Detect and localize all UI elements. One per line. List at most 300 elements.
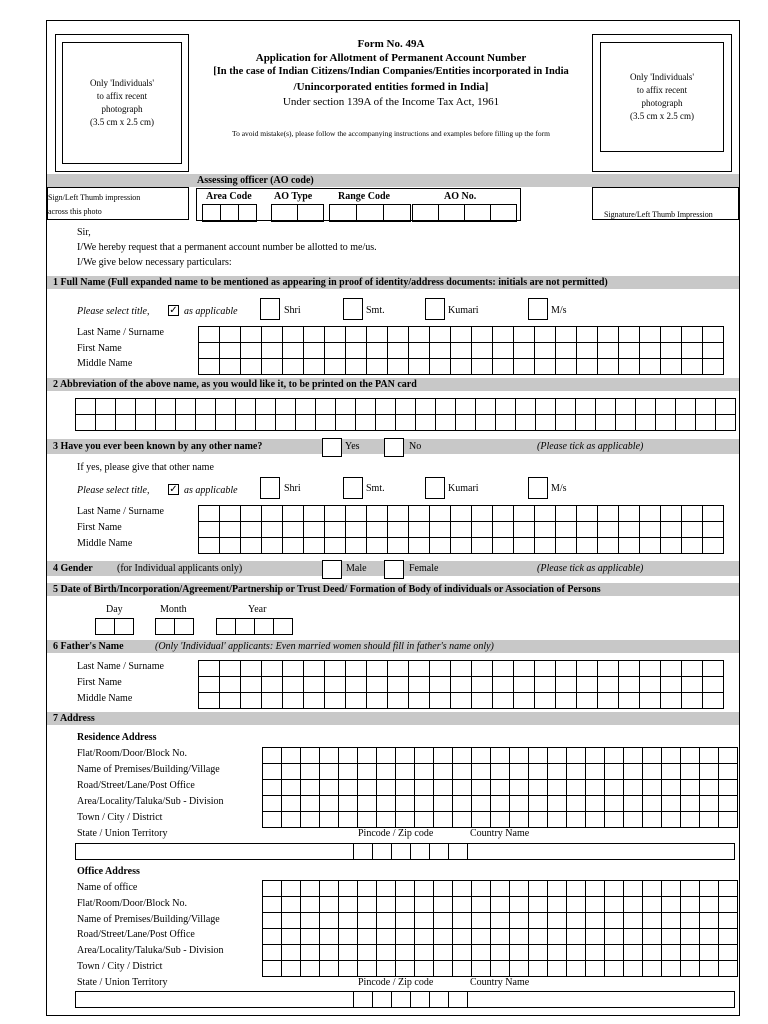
input-cell[interactable] [662,796,681,812]
input-cell[interactable] [661,343,682,359]
input-cell[interactable] [661,538,682,554]
input-cell[interactable] [472,961,491,977]
input-cell[interactable] [453,945,472,961]
input-cell[interactable] [262,522,283,538]
input-cell[interactable] [320,961,339,977]
input-cell[interactable] [535,343,556,359]
input-cell[interactable] [339,961,358,977]
input-cell[interactable] [283,677,304,693]
input-cell[interactable] [199,693,220,709]
input-cell[interactable] [241,343,262,359]
input-cell[interactable] [472,929,491,945]
input-cell[interactable] [586,796,605,812]
input-cell[interactable] [548,764,567,780]
input-cell[interactable] [325,677,346,693]
input-cell[interactable] [241,359,262,375]
input-cell[interactable] [661,327,682,343]
input-cell[interactable] [451,661,472,677]
input-cell[interactable] [282,796,301,812]
input-cell[interactable] [396,929,415,945]
input-cell[interactable] [619,343,640,359]
input-cell[interactable] [491,796,510,812]
input-cell[interactable] [624,961,643,977]
input-cell[interactable] [586,780,605,796]
ao-area-code-cells[interactable] [202,204,257,222]
input-cell[interactable] [263,796,282,812]
input-cell[interactable] [367,343,388,359]
input-cell[interactable] [325,359,346,375]
input-cell[interactable] [700,897,719,913]
input-cell[interactable] [241,506,262,522]
input-cell[interactable] [493,661,514,677]
ao-number-cells[interactable] [412,204,517,222]
input-cell[interactable] [320,913,339,929]
s2-abbreviation-grid[interactable] [75,398,736,431]
input-cell[interactable] [396,780,415,796]
input-cell[interactable] [325,661,346,677]
input-cell[interactable] [430,343,451,359]
input-cell[interactable] [624,764,643,780]
input-cell[interactable] [320,780,339,796]
input-cell[interactable] [510,881,529,897]
input-cell[interactable] [514,661,535,677]
input-cell[interactable] [356,399,376,415]
input-cell[interactable] [491,748,510,764]
input-cell[interactable] [339,945,358,961]
input-cell[interactable] [196,415,216,431]
input-cell[interactable] [700,812,719,828]
input-cell[interactable] [377,812,396,828]
input-cell[interactable] [241,522,262,538]
input-cell[interactable] [700,796,719,812]
input-cell[interactable] [682,661,703,677]
input-cell[interactable] [529,748,548,764]
input-cell[interactable] [262,359,283,375]
input-cell[interactable] [196,399,216,415]
input-cell[interactable] [336,399,356,415]
input-cell[interactable] [358,780,377,796]
input-cell[interactable] [716,415,736,431]
input-cell[interactable] [409,661,430,677]
input-cell[interactable] [496,399,516,415]
input-cell[interactable] [514,359,535,375]
input-cell[interactable] [643,961,662,977]
input-cell[interactable] [586,764,605,780]
input-cell[interactable] [358,945,377,961]
input-cell[interactable] [453,881,472,897]
input-cell[interactable] [514,538,535,554]
s4-female-checkbox[interactable] [384,560,404,579]
input-cell[interactable] [339,764,358,780]
input-cell[interactable] [598,538,619,554]
input-cell[interactable] [510,748,529,764]
input-cell[interactable] [529,780,548,796]
input-cell[interactable] [339,796,358,812]
input-cell[interactable] [434,748,453,764]
input-cell[interactable] [719,897,738,913]
input-cell[interactable] [451,522,472,538]
input-cell[interactable] [320,897,339,913]
s7-office-grid[interactable] [262,880,738,977]
input-cell[interactable] [605,764,624,780]
input-cell[interactable] [283,327,304,343]
input-cell[interactable] [367,661,388,677]
input-cell[interactable] [396,897,415,913]
input-cell[interactable] [377,929,396,945]
input-cell[interactable] [636,399,656,415]
input-cell[interactable] [304,538,325,554]
input-cell[interactable] [643,764,662,780]
input-cell[interactable] [415,796,434,812]
s1-title-kumari-checkbox[interactable] [425,298,445,320]
input-cell[interactable] [451,693,472,709]
input-cell[interactable] [662,961,681,977]
input-cell[interactable] [662,897,681,913]
input-cell[interactable] [304,661,325,677]
input-cell[interactable] [236,415,256,431]
input-cell[interactable] [567,780,586,796]
input-cell[interactable] [619,506,640,522]
input-cell[interactable] [510,812,529,828]
input-cell[interactable] [548,913,567,929]
input-cell[interactable] [283,661,304,677]
input-cell[interactable] [301,764,320,780]
input-cell[interactable] [605,881,624,897]
input-cell[interactable] [510,780,529,796]
input-cell[interactable] [453,913,472,929]
input-cell[interactable] [662,764,681,780]
input-cell[interactable] [263,913,282,929]
input-cell[interactable] [596,399,616,415]
input-cell[interactable] [241,677,262,693]
input-cell[interactable] [346,661,367,677]
input-cell[interactable] [436,399,456,415]
input-cell[interactable] [304,327,325,343]
input-cell[interactable] [451,343,472,359]
input-cell[interactable] [409,693,430,709]
input-cell[interactable] [376,415,396,431]
input-cell[interactable] [493,693,514,709]
input-cell[interactable] [339,881,358,897]
s3-name-grid[interactable] [198,505,724,554]
input-cell[interactable] [493,359,514,375]
input-cell[interactable] [434,881,453,897]
input-cell[interactable] [320,929,339,945]
input-cell[interactable] [415,897,434,913]
input-cell[interactable] [703,693,724,709]
input-cell[interactable] [336,415,356,431]
s3-no-checkbox[interactable] [384,438,404,457]
input-cell[interactable] [367,506,388,522]
input-cell[interactable] [453,780,472,796]
input-cell[interactable] [661,359,682,375]
input-cell[interactable] [377,748,396,764]
input-cell[interactable] [556,343,577,359]
input-cell[interactable] [263,881,282,897]
input-cell[interactable] [282,764,301,780]
input-cell[interactable] [339,812,358,828]
input-cell[interactable] [415,812,434,828]
input-cell[interactable] [199,343,220,359]
input-cell[interactable] [619,661,640,677]
input-cell[interactable] [556,399,576,415]
input-cell[interactable] [76,399,96,415]
input-cell[interactable] [700,913,719,929]
input-cell[interactable] [624,796,643,812]
input-cell[interactable] [377,913,396,929]
input-cell[interactable] [514,327,535,343]
input-cell[interactable] [662,945,681,961]
input-cell[interactable] [476,415,496,431]
input-cell[interactable] [510,796,529,812]
input-cell[interactable] [283,506,304,522]
input-cell[interactable] [263,929,282,945]
input-cell[interactable] [472,796,491,812]
input-cell[interactable] [396,913,415,929]
input-cell[interactable] [605,796,624,812]
input-cell[interactable] [388,661,409,677]
input-cell[interactable] [346,359,367,375]
input-cell[interactable] [682,677,703,693]
input-cell[interactable] [396,812,415,828]
input-cell[interactable] [510,929,529,945]
input-cell[interactable] [535,693,556,709]
input-cell[interactable] [256,399,276,415]
input-cell[interactable] [156,415,176,431]
input-cell[interactable] [619,327,640,343]
input-cell[interactable] [377,945,396,961]
input-cell[interactable] [434,961,453,977]
input-cell[interactable] [301,897,320,913]
input-cell[interactable] [388,327,409,343]
input-cell[interactable] [640,677,661,693]
input-cell[interactable] [661,522,682,538]
input-cell[interactable] [156,399,176,415]
input-cell[interactable] [598,661,619,677]
input-cell[interactable] [282,961,301,977]
input-cell[interactable] [548,796,567,812]
input-cell[interactable] [304,359,325,375]
input-cell[interactable] [220,538,241,554]
s3-title-kumari-checkbox[interactable] [425,477,445,499]
input-cell[interactable] [529,897,548,913]
input-cell[interactable] [472,506,493,522]
input-cell[interactable] [535,677,556,693]
input-cell[interactable] [453,748,472,764]
input-cell[interactable] [415,764,434,780]
input-cell[interactable] [96,399,116,415]
input-cell[interactable] [325,343,346,359]
input-cell[interactable] [388,506,409,522]
input-cell[interactable] [719,812,738,828]
input-cell[interactable] [640,522,661,538]
input-cell[interactable] [262,693,283,709]
input-cell[interactable] [682,359,703,375]
input-cell[interactable] [472,764,491,780]
input-cell[interactable] [358,764,377,780]
ao-range-code-cells[interactable] [329,204,411,222]
input-cell[interactable] [643,945,662,961]
input-cell[interactable] [577,506,598,522]
input-cell[interactable] [700,929,719,945]
input-cell[interactable] [220,343,241,359]
input-cell[interactable] [529,796,548,812]
input-cell[interactable] [682,522,703,538]
input-cell[interactable] [514,522,535,538]
input-cell[interactable] [624,945,643,961]
input-cell[interactable] [396,399,416,415]
s7-off-pincode-cells[interactable] [353,991,468,1008]
input-cell[interactable] [199,522,220,538]
input-cell[interactable] [296,415,316,431]
input-cell[interactable] [430,661,451,677]
input-cell[interactable] [472,812,491,828]
input-cell[interactable] [116,399,136,415]
input-cell[interactable] [616,415,636,431]
input-cell[interactable] [96,415,116,431]
input-cell[interactable] [491,961,510,977]
input-cell[interactable] [529,764,548,780]
input-cell[interactable] [681,961,700,977]
input-cell[interactable] [220,661,241,677]
input-cell[interactable] [434,913,453,929]
input-cell[interactable] [396,415,416,431]
input-cell[interactable] [529,961,548,977]
input-cell[interactable] [472,327,493,343]
input-cell[interactable] [556,693,577,709]
input-cell[interactable] [682,343,703,359]
input-cell[interactable] [396,748,415,764]
input-cell[interactable] [346,677,367,693]
input-cell[interactable] [358,796,377,812]
input-cell[interactable] [199,506,220,522]
input-cell[interactable] [367,327,388,343]
input-cell[interactable] [346,538,367,554]
input-cell[interactable] [220,359,241,375]
input-cell[interactable] [605,748,624,764]
input-cell[interactable] [700,961,719,977]
input-cell[interactable] [339,897,358,913]
input-cell[interactable] [696,399,716,415]
input-cell[interactable] [514,343,535,359]
input-cell[interactable] [388,359,409,375]
input-cell[interactable] [700,945,719,961]
input-cell[interactable] [453,796,472,812]
input-cell[interactable] [493,343,514,359]
input-cell[interactable] [556,677,577,693]
input-cell[interactable] [548,881,567,897]
input-cell[interactable] [496,415,516,431]
input-cell[interactable] [643,881,662,897]
input-cell[interactable] [567,945,586,961]
input-cell[interactable] [681,929,700,945]
input-cell[interactable] [453,897,472,913]
input-cell[interactable] [703,677,724,693]
input-cell[interactable] [388,538,409,554]
input-cell[interactable] [624,881,643,897]
input-cell[interactable] [346,343,367,359]
input-cell[interactable] [283,343,304,359]
input-cell[interactable] [556,359,577,375]
input-cell[interactable] [598,343,619,359]
input-cell[interactable] [263,764,282,780]
input-cell[interactable] [556,538,577,554]
input-cell[interactable] [681,748,700,764]
input-cell[interactable] [339,780,358,796]
input-cell[interactable] [491,764,510,780]
input-cell[interactable] [514,677,535,693]
input-cell[interactable] [577,538,598,554]
input-cell[interactable] [510,897,529,913]
input-cell[interactable] [339,913,358,929]
input-cell[interactable] [301,881,320,897]
input-cell[interactable] [472,945,491,961]
input-cell[interactable] [605,913,624,929]
input-cell[interactable] [220,677,241,693]
input-cell[interactable] [640,693,661,709]
input-cell[interactable] [719,748,738,764]
input-cell[interactable] [325,693,346,709]
input-cell[interactable] [514,693,535,709]
input-cell[interactable] [453,764,472,780]
s1-title-smt-checkbox[interactable] [343,298,363,320]
input-cell[interactable] [367,538,388,554]
input-cell[interactable] [367,522,388,538]
input-cell[interactable] [396,796,415,812]
input-cell[interactable] [491,881,510,897]
input-cell[interactable] [176,415,196,431]
input-cell[interactable] [577,359,598,375]
input-cell[interactable] [282,897,301,913]
input-cell[interactable] [276,399,296,415]
input-cell[interactable] [415,945,434,961]
input-cell[interactable] [682,327,703,343]
input-cell[interactable] [605,929,624,945]
input-cell[interactable] [358,929,377,945]
input-cell[interactable] [719,961,738,977]
input-cell[interactable] [681,881,700,897]
input-cell[interactable] [577,327,598,343]
input-cell[interactable] [367,359,388,375]
input-cell[interactable] [262,661,283,677]
input-cell[interactable] [241,661,262,677]
input-cell[interactable] [586,945,605,961]
input-cell[interactable] [415,780,434,796]
input-cell[interactable] [548,897,567,913]
input-cell[interactable] [301,961,320,977]
input-cell[interactable] [586,929,605,945]
input-cell[interactable] [577,693,598,709]
input-cell[interactable] [567,929,586,945]
input-cell[interactable] [703,327,724,343]
input-cell[interactable] [176,399,196,415]
input-cell[interactable] [263,780,282,796]
s5-year-cells[interactable] [216,618,293,635]
s6-name-grid[interactable] [198,660,724,709]
input-cell[interactable] [662,780,681,796]
input-cell[interactable] [643,913,662,929]
input-cell[interactable] [262,343,283,359]
input-cell[interactable] [241,327,262,343]
input-cell[interactable] [282,780,301,796]
input-cell[interactable] [301,796,320,812]
input-cell[interactable] [586,881,605,897]
input-cell[interactable] [703,359,724,375]
input-cell[interactable] [516,415,536,431]
input-cell[interactable] [199,661,220,677]
input-cell[interactable] [430,538,451,554]
input-cell[interactable] [263,748,282,764]
